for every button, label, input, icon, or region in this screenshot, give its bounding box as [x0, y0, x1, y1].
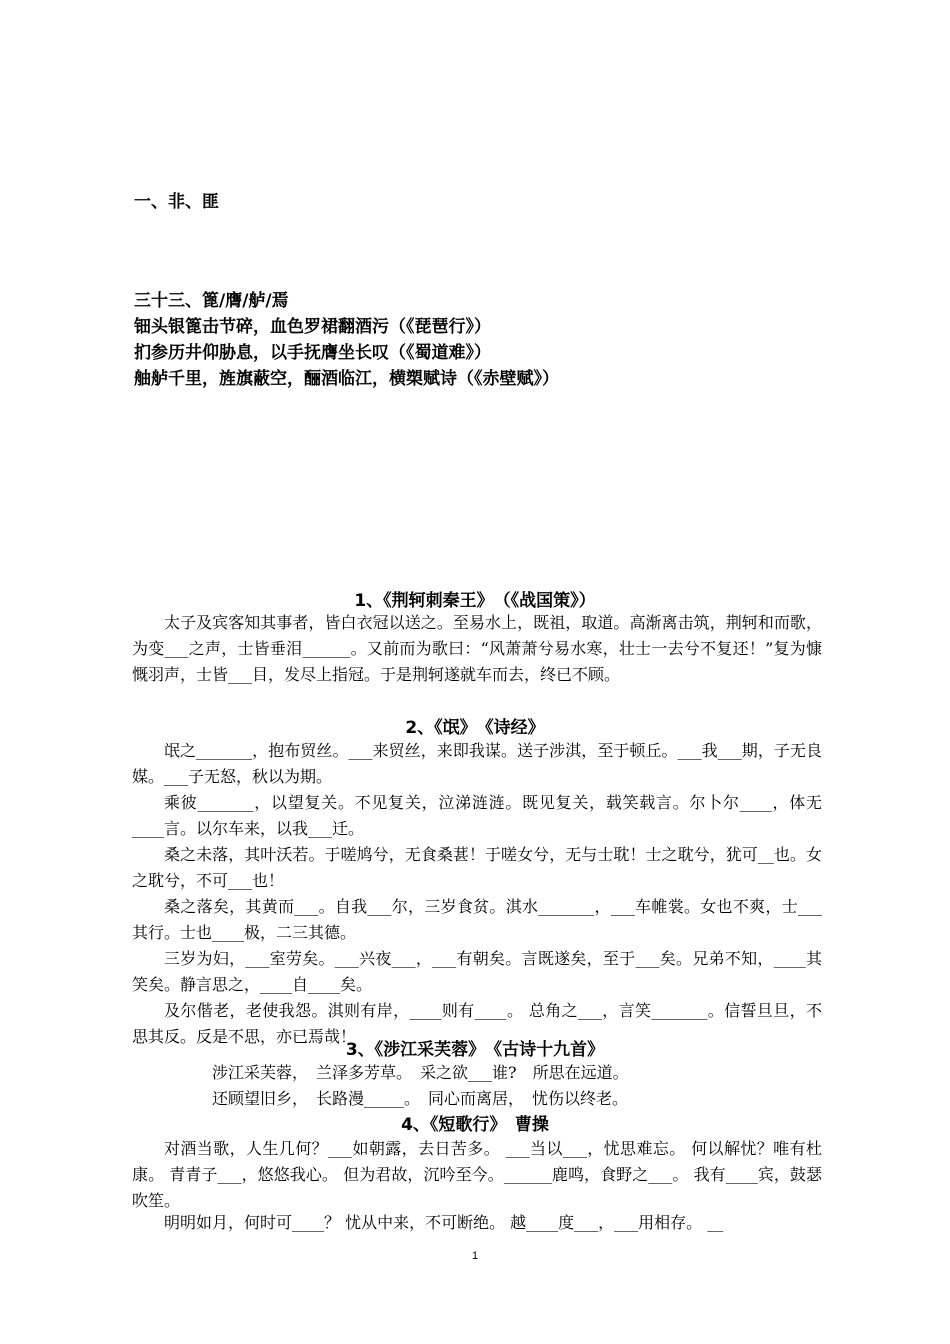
passage-paragraph: 三岁为妇，___室劳矣。___兴夜___，___有朝矣。言既遂矣，至于___矣。兄弟不知，____其笑矣。静言思之，____自____矣。	[132, 949, 822, 994]
passage-paragraph: 对酒当歌，人生几何？___如朝露，去日苦多。 ___当以___，忧思难忘。 何以解忧？唯有杜康。 青青子___，悠悠我心。 但为君故，沉吟至今。______鹿鸣，食野之___。 我有____宾，鼓瑟吹笙。	[132, 1139, 822, 1210]
vocab-line: 钿头银篦击节碎，血色罗裙翻酒污（《琵琶行》）	[134, 317, 491, 337]
vocab-line: 扪参历井仰胁息，以手抚膺坐长叹（《蜀道难》）	[134, 343, 491, 363]
passage-paragraph: 乘彼_______，以望复关。不见复关，泣涕涟涟。既见复关，载笑载言。尔卜尔____，体无____言。以尔车来，以我___迁。	[132, 793, 822, 838]
poem-title-duange: 4、《短歌行》 曹操	[401, 1115, 549, 1135]
passage-paragraph: 氓之_______，抱布贸丝。___来贸丝，来即我谋。送子涉淇，至于顿丘。___我___期，子无良媒。___子无怒，秋以为期。	[132, 741, 822, 786]
passage-paragraph: 桑之落矣，其黄而___。自我___尔，三岁食贫。淇水_______，___车帷裳。女也不爽，士___其行。士也____极，二三其德。	[132, 897, 822, 942]
poem-title-mang: 2、《氓》 《诗经》	[405, 718, 545, 738]
passage-jingke: 太子及宾客知其事者，皆白衣冠以送之。至易水上，既祖，取道。高渐离击筑，荆轲和而歌，为变___之声，士皆垂泪______。又前而为歌曰：“风萧萧兮易水寒，壮士一去兮不复还！”复为慷慨羽声，士皆___目，发尽上指冠。于是荆轲遂就车而去，终已不顾。	[132, 613, 822, 684]
passage-paragraph: 及尔偕老，老使我怨。淇则有岸，____则有____。 总角之___，言笑_______。信誓旦旦，不思其反。反是不思，亦已焉哉！	[132, 1001, 822, 1046]
vocab-heading: 三十三、篦/膺/舻/焉	[134, 291, 289, 311]
poem-title-furong: 3、《涉江采芙蓉》 《古诗十九首》	[345, 1040, 605, 1060]
passage-paragraph: 明明如月，何时可____？ 忧从中来，不可断绝。 越____度___，___用相存。 __	[164, 1213, 724, 1232]
poem-line: 还顾望旧乡， 长路漫_____。 同心而离居， 忧伤以终老。	[212, 1089, 629, 1108]
passage-paragraph: 桑之未落，其叶沃若。于嗟鸠兮，无食桑葚！于嗟女兮，无与士耽！士之耽兮，犹可__也。女之耽兮，不可___也！	[132, 845, 822, 890]
page-number: 1	[471, 1250, 479, 1262]
section-heading-one: 一、非、匪	[134, 192, 219, 212]
vocab-line: 舳舻千里，旌旗蔽空，酾酒临江，横槊赋诗（《赤壁赋》）	[134, 369, 559, 389]
poem-title-jingke: 1、《荆轲刺秦王》 （《战国策》）	[354, 591, 596, 611]
poem-line: 涉江采芙蓉， 兰泽多芳草。 采之欲___谁? 所思在远道。	[212, 1063, 629, 1082]
